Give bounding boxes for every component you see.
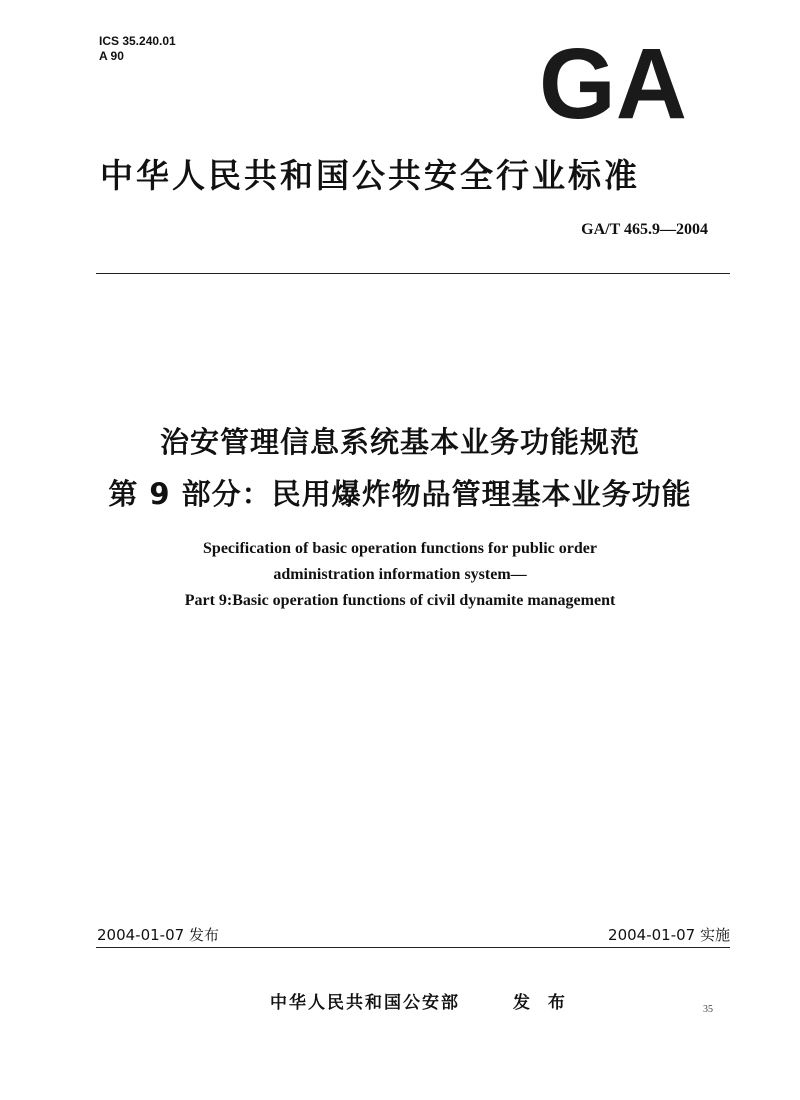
- ccs-code: A 90: [99, 49, 124, 63]
- ga-logo: [538, 44, 688, 120]
- page-number: 35: [703, 1004, 713, 1015]
- title-en-line1: Specification of basic operation functions for public order: [203, 540, 597, 557]
- title-cn-line2: 第 9 部分：民用爆炸物品管理基本业务功能: [108, 477, 692, 511]
- title-en-line3: Part 9:Basic operation functions of civil dynamite management: [184, 592, 616, 609]
- title-en-line2: administration information system—: [273, 566, 527, 583]
- org-title: 中华人民共和国公共安全行业标准: [100, 156, 640, 195]
- standard-number: GA/T 465.9—2004: [581, 221, 708, 238]
- title-cn-line1: 治安管理信息系统基本业务功能规范: [159, 425, 640, 459]
- ics-code: ICS 35.240.01: [99, 34, 176, 48]
- header-divider: [96, 273, 730, 274]
- ga-logo-text: GA: [539, 44, 687, 120]
- classification-codes: [99, 34, 176, 64]
- release-date: 2004-01-07 发布: [97, 926, 219, 944]
- implementation-date: 2004-01-07 实施: [608, 926, 730, 944]
- title-en: [60, 536, 740, 614]
- issuer: 中华人民共和国公安部: [270, 993, 460, 1013]
- footer-divider: [96, 947, 730, 948]
- issue-action: 发 布: [513, 993, 571, 1013]
